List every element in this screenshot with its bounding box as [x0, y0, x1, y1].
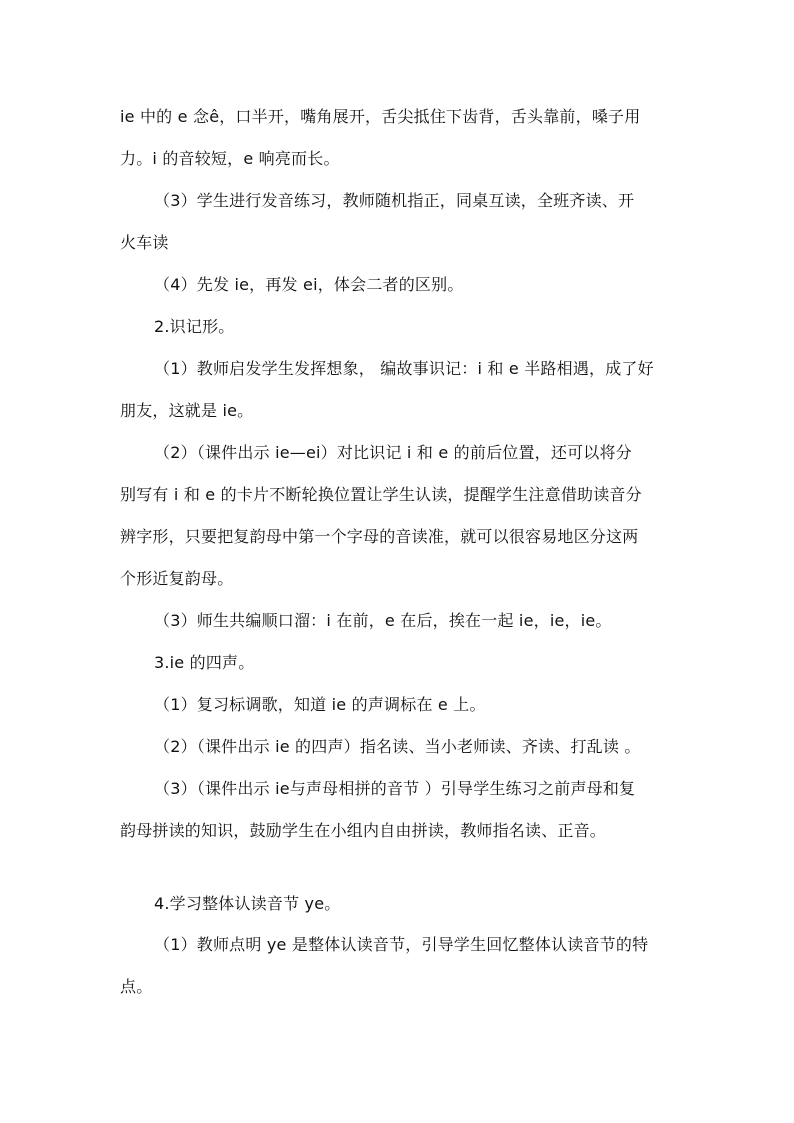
text-line: 个形近复韵母。 [120, 569, 234, 588]
text-line: （1）复习标调歌，知道 ie 的声调标在 e 上。 [154, 695, 486, 714]
text-line: 别写有 i 和 e 的卡片不断轮换位置让学生认读，提醒学生注意借助读音分 [120, 485, 642, 504]
text-line: （2）（课件出示 ie—ei）对比识记 i 和 e 的前后位置，还可以将分 [154, 443, 632, 462]
section-heading: 3.ie 的四声。 [154, 653, 255, 672]
text-line: 火车读 [120, 233, 169, 252]
text-line: 朋友，这就是 ie。 [120, 401, 254, 420]
text-line: （1）教师点明 ye 是整体认读音节，引导学生回忆整体认读音节的特 [154, 935, 649, 954]
text-line: （3）（课件出示 ie与声母相拼的音节 ）引导学生练习之前声母和复 [154, 779, 636, 798]
text-line: （4）先发 ie，再发 ei，体会二者的区别。 [154, 275, 464, 294]
section-heading: 4.学习整体认读音节 ye。 [154, 894, 341, 913]
text-line: （1）教师启发学生发挥想象， 编故事识记：i 和 e 半路相遇，成了好 [154, 359, 654, 378]
text-line: 点。 [120, 977, 153, 996]
text-line: ie 中的 e 念ê，口半开，嘴角展开，舌尖抵住下齿背，舌头靠前，嗓子用 [120, 107, 641, 126]
text-line: （3）学生进行发音练习，教师随机指正，同桌互读，全班齐读、开 [154, 191, 635, 210]
section-heading: 2.识记形。 [154, 317, 235, 336]
text-line: （2）（课件出示 ie 的四声）指名读、当小老师读、齐读、打乱读 。 [154, 737, 641, 756]
text-line: 韵母拼读的知识，鼓励学生在小组内自由拼读，教师指名读、正音。 [120, 821, 607, 840]
text-line: （3）师生共编顺口溜：i 在前，e 在后，挨在一起 ie，ie，ie。 [154, 611, 612, 630]
text-line: 辨字形，只要把复韵母中第一个字母的音读准，就可以很容易地区分这两 [120, 527, 639, 546]
text-line: 力。i 的音较短，e 响亮而长。 [120, 149, 340, 168]
